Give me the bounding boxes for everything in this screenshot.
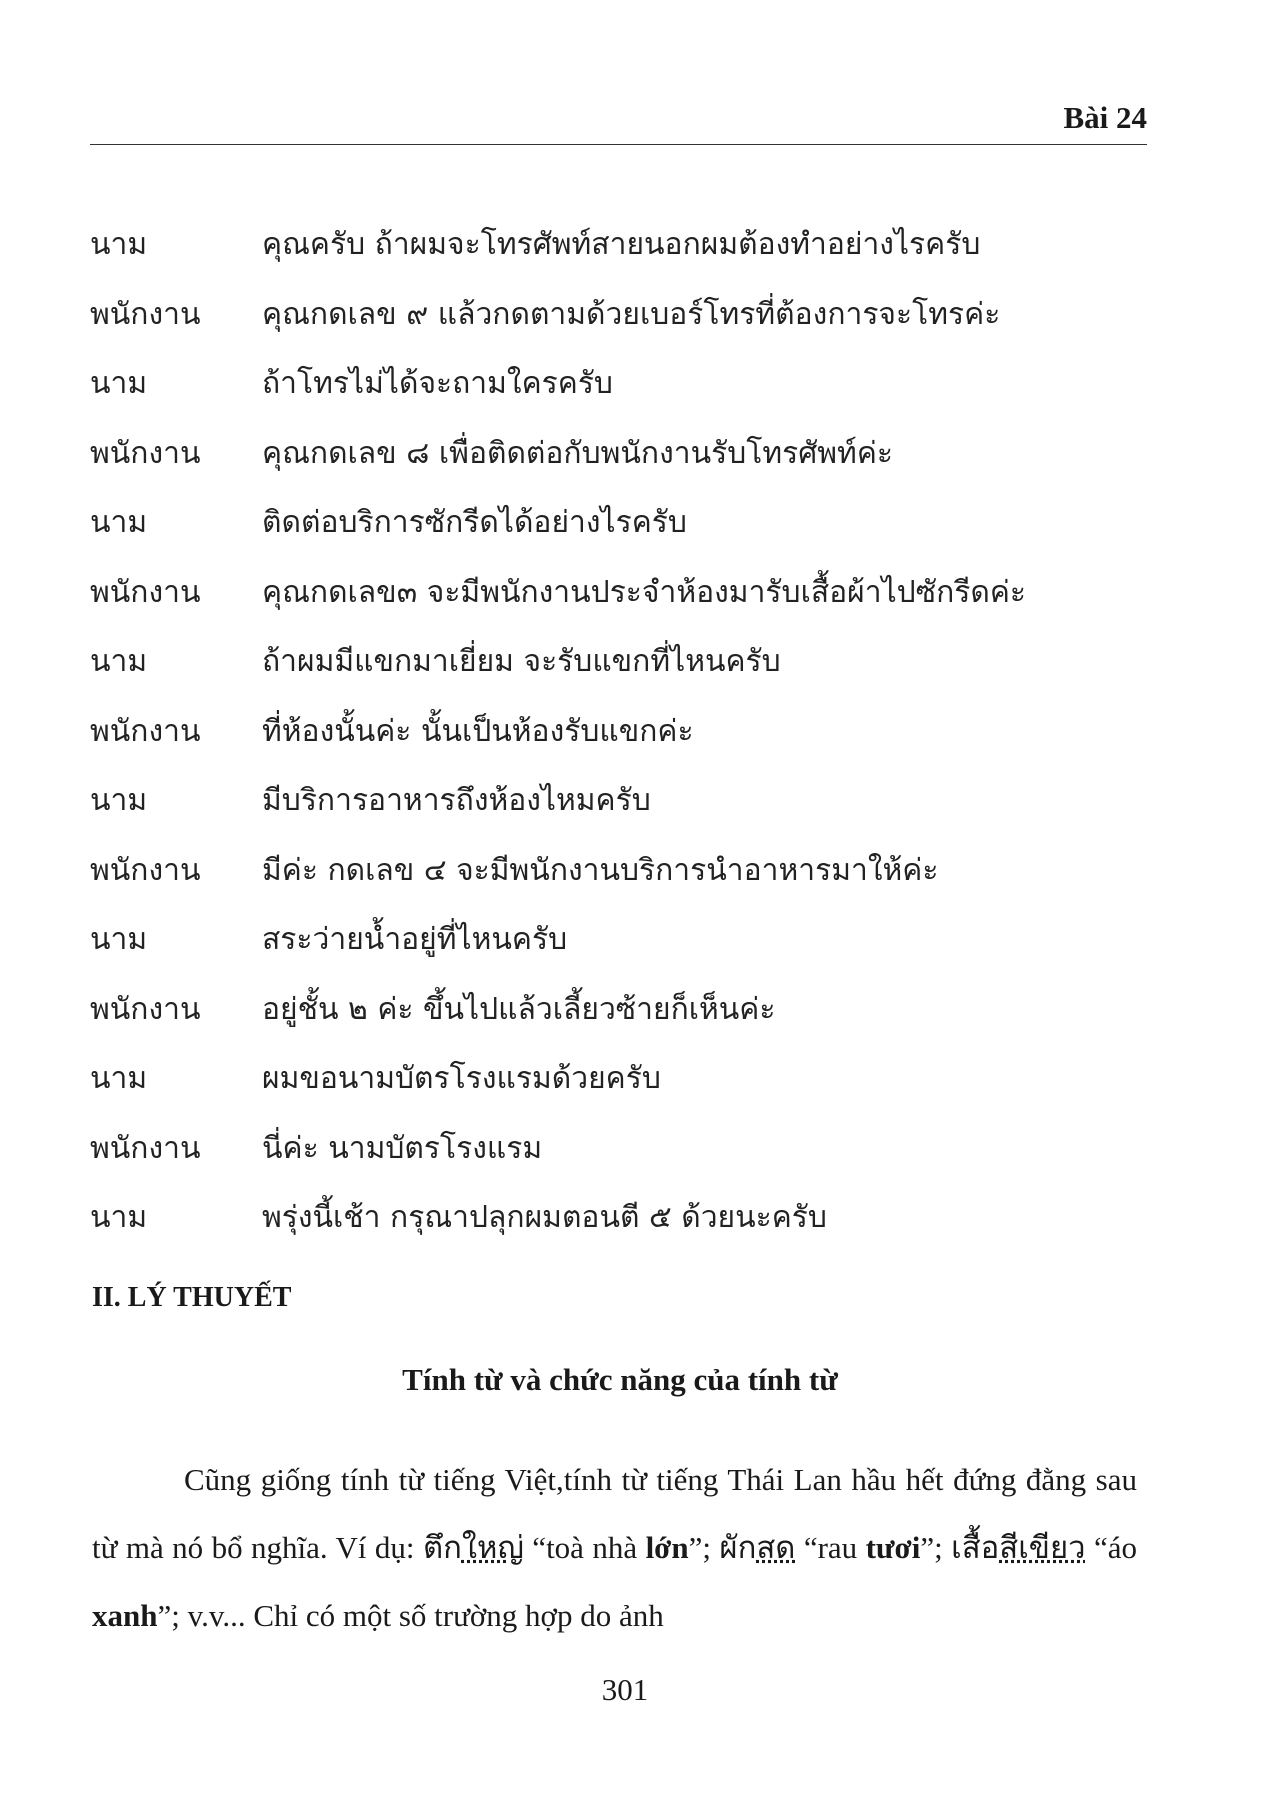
speaker-name: พนักงาน (90, 435, 201, 471)
dialogue-line (90, 1183, 1170, 1253)
speaker-name: นาม (90, 1061, 148, 1097)
gloss: “toà nhà (523, 1530, 646, 1565)
utterance: คุณกดเลข ๙ แล้วกดตามด้วยเบอร์โทรที่ต้องการจะโทรค่ะ (262, 296, 1001, 332)
utterance: พรุ่งนี้เช้า กรุณาปลุกผมตอนตี ๕ ด้วยนะครับ (262, 1200, 827, 1236)
speaker-name: นาม (90, 644, 148, 680)
section-heading: II. LÝ THUYẾT (92, 1282, 292, 1313)
speaker-name: นาม (90, 922, 148, 958)
utterance: ติดต่อบริการซักรีดได้อย่างไรครับ (262, 505, 687, 541)
gloss: ”; (688, 1530, 720, 1565)
utterance: ที่ห้องนั้นค่ะ นั้นเป็นห้องรับแขกค่ะ (262, 713, 694, 749)
gloss: “áo (1085, 1530, 1138, 1565)
dialogue-line (90, 488, 1170, 558)
gloss-bold: xanh (92, 1598, 158, 1633)
utterance: ผมขอนามบัตรโรงแรมด้วยครับ (262, 1061, 661, 1097)
example-adjective: สีเขียว (999, 1530, 1086, 1565)
utterance: มีบริการอาหารถึงห้องไหมครับ (262, 783, 651, 819)
dialogue-line (90, 697, 1170, 767)
example-noun: ตึก (422, 1530, 462, 1565)
dialogue-line (90, 558, 1170, 628)
speaker-name: พนักงาน (90, 296, 201, 332)
utterance: นี่ค่ะ นามบัตรโรงแรม (262, 1130, 543, 1166)
dialogue-line (90, 419, 1170, 489)
speaker-name: พนักงาน (90, 1130, 201, 1166)
speaker-name: นาม (90, 227, 148, 263)
speaker-name: นาม (90, 1200, 148, 1236)
example-adjective: สด (756, 1530, 796, 1565)
speaker-name: พนักงาน (90, 852, 201, 888)
subsection-title: Tính từ và chức năng của tính từ (402, 1362, 838, 1397)
speaker-name: พนักงาน (90, 574, 201, 610)
lesson-header: Bài 24 (1063, 100, 1147, 135)
utterance: มีค่ะ กดเลข ๔ จะมีพนักงานบริการนำอาหารมาให้ค่ะ (262, 852, 939, 888)
dialogue-line (90, 280, 1170, 350)
utterance: สระว่ายน้ำอยู่ที่ไหนครับ (262, 922, 568, 958)
dialogue-line (90, 210, 1170, 280)
dialogue-line (90, 1044, 1170, 1114)
gloss-bold: tươi (865, 1530, 921, 1565)
gloss: ”; v.v... Chỉ có một số trường hợp do ảnh (157, 1598, 664, 1633)
para-text: Cũng giống tính từ tiếng Việt,tính từ tiếng Thái Lan hầu hết đứng đằng sau từ mà nó bổ nghĩa. Ví dụ: (92, 1462, 1137, 1565)
gloss-bold: lớn (645, 1530, 689, 1565)
body-paragraph (92, 1446, 1137, 1650)
utterance: อยู่ชั้น ๒ ค่ะ ขึ้นไปแล้วเลี้ยวซ้ายก็เห็นค่ะ (262, 991, 776, 1027)
utterance: คุณกดเลข๓ จะมีพนักงานประจำห้องมารับเสื้อผ้าไปซักรีดค่ะ (262, 574, 1027, 610)
utterance: ถ้าผมมีแขกมาเยี่ยม จะรับแขกที่ไหนครับ (262, 644, 781, 680)
gloss: ”; (920, 1530, 952, 1565)
dialogue-line (90, 766, 1170, 836)
utterance: คุณกดเลข ๘ เพื่อติดต่อกับพนักงานรับโทรศัพท์ค่ะ (262, 435, 894, 471)
example-noun: เสื้อ (951, 1530, 1000, 1565)
speaker-name: พนักงาน (90, 713, 201, 749)
utterance: ถ้าโทรไม่ได้จะถามใครครับ (262, 366, 613, 402)
dialogue-line (90, 1114, 1170, 1184)
dialogue-line (90, 836, 1170, 906)
speaker-name: นาม (90, 505, 148, 541)
dialogue (90, 210, 1170, 1253)
dialogue-line (90, 627, 1170, 697)
speaker-name: พนักงาน (90, 991, 201, 1027)
header-rule (90, 144, 1147, 145)
gloss: “rau (795, 1530, 866, 1565)
speaker-name: นาม (90, 783, 148, 819)
example-adjective: ใหญ่ (461, 1530, 524, 1565)
dialogue-line (90, 975, 1170, 1045)
speaker-name: นาม (90, 366, 148, 402)
utterance: คุณครับ ถ้าผมจะโทรศัพท์สายนอกผมต้องทำอย่างไรครับ (262, 227, 981, 263)
dialogue-line (90, 905, 1170, 975)
dialogue-line (90, 349, 1170, 419)
example-noun: ผัก (719, 1530, 757, 1565)
page-number: 301 (601, 1672, 649, 1707)
